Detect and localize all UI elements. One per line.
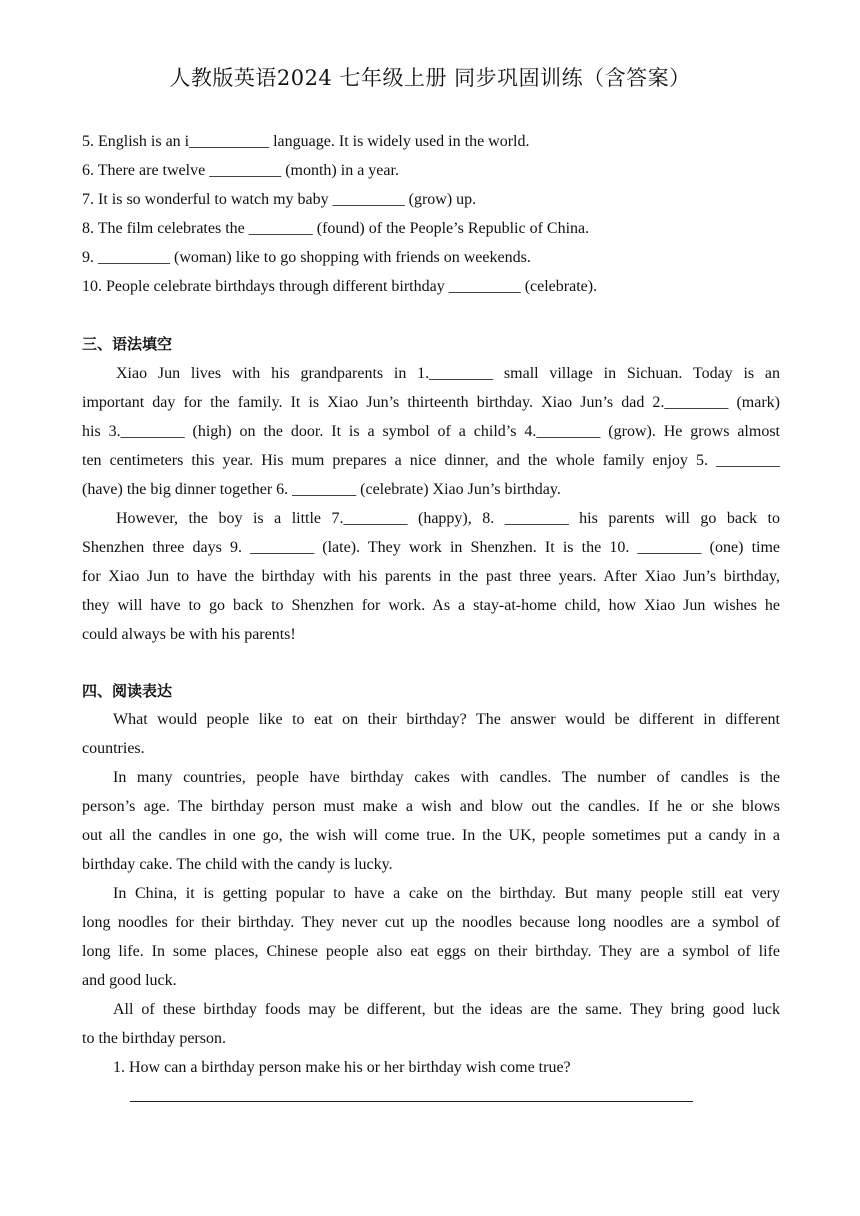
grammar-passage-line: Shenzhen three days 9. ________ (late). They work in Shenzhen. It is the 10. ________ (one) time (82, 539, 780, 556)
reading-passage-line: out all the candles in one go, the wish will come true. In the UK, people sometimes put a candy in a (82, 827, 780, 844)
reading-passage-line: and good luck. (82, 972, 177, 989)
fill-item-10: 10. People celebrate birthdays through different birthday _________ (celebrate). (82, 278, 598, 295)
grammar-passage-line: for Xiao Jun to have the birthday with his parents in the past three years. After Xiao Jun’s birthday, (82, 568, 780, 585)
reading-passage-line: long noodles for their birthday. They never cut up the noodles because long noodles are a symbol of (82, 914, 780, 931)
grammar-passage-line: could always be with his parents! (82, 626, 296, 643)
reading-passage-line: long life. In some places, Chinese people also eat eggs on their birthday. They are a symbol of life (82, 943, 780, 960)
answer-line[interactable] (130, 1101, 693, 1102)
fill-item-9: 9. _________ (woman) like to go shopping with friends on weekends. (82, 249, 531, 266)
reading-passage-line: person’s age. The birthday person must make a wish and blow out the candles. If he or she blows (82, 798, 780, 815)
fill-item-7: 7. It is so wonderful to watch my baby _________ (grow) up. (82, 191, 477, 208)
page-title: 人教版英语2024 七年级上册 同步巩固训练（含答案） (169, 66, 691, 90)
reading-passage-line: to the birthday person. (82, 1030, 226, 1047)
reading-passage-line: All of these birthday foods may be different, but the ideas are the same. They bring good luck (113, 1001, 780, 1018)
reading-passage-line: In many countries, people have birthday cakes with candles. The number of candles is the (113, 769, 780, 786)
grammar-passage-line: Xiao Jun lives with his grandparents in 1.________ small village in Sichuan. Today is an (116, 365, 780, 382)
section-heading-grammar: 三、语法填空 (82, 335, 173, 353)
section-heading-reading: 四、阅读表达 (82, 682, 173, 700)
grammar-passage-line: his 3.________ (high) on the door. It is a symbol of a child’s 4.________ (grow). He grows almost (82, 423, 780, 440)
grammar-passage-line: ten centimeters this year. His mum prepares a nice dinner, and the whole family enjoy 5. ________ (82, 452, 780, 469)
fill-item-8: 8. The film celebrates the ________ (found) of the People’s Republic of China. (82, 220, 590, 237)
reading-passage-line: birthday cake. The child with the candy is lucky. (82, 856, 393, 873)
reading-passage-line: countries. (82, 740, 145, 757)
grammar-passage-line: they will have to go back to Shenzhen for work. As a stay-at-home child, how Xiao Jun wishes he (82, 597, 780, 614)
reading-passage-line: What would people like to eat on their birthday? The answer would be different in different (113, 711, 780, 728)
fill-item-6: 6. There are twelve _________ (month) in a year. (82, 162, 399, 179)
grammar-passage-line: However, the boy is a little 7.________ (happy), 8. ________ his parents will go back to (116, 510, 780, 527)
grammar-passage-line: (have) the big dinner together 6. ________ (celebrate) Xiao Jun’s birthday. (82, 481, 561, 498)
reading-question-1: 1. How can a birthday person make his or her birthday wish come true? (113, 1059, 571, 1076)
fill-item-5: 5. English is an i__________ language. It is widely used in the world. (82, 133, 530, 150)
reading-passage-line: In China, it is getting popular to have a cake on the birthday. But many people still eat very (113, 885, 780, 902)
grammar-passage-line: important day for the family. It is Xiao Jun’s thirteenth birthday. Xiao Jun’s dad 2.________ (mark) (82, 394, 780, 411)
